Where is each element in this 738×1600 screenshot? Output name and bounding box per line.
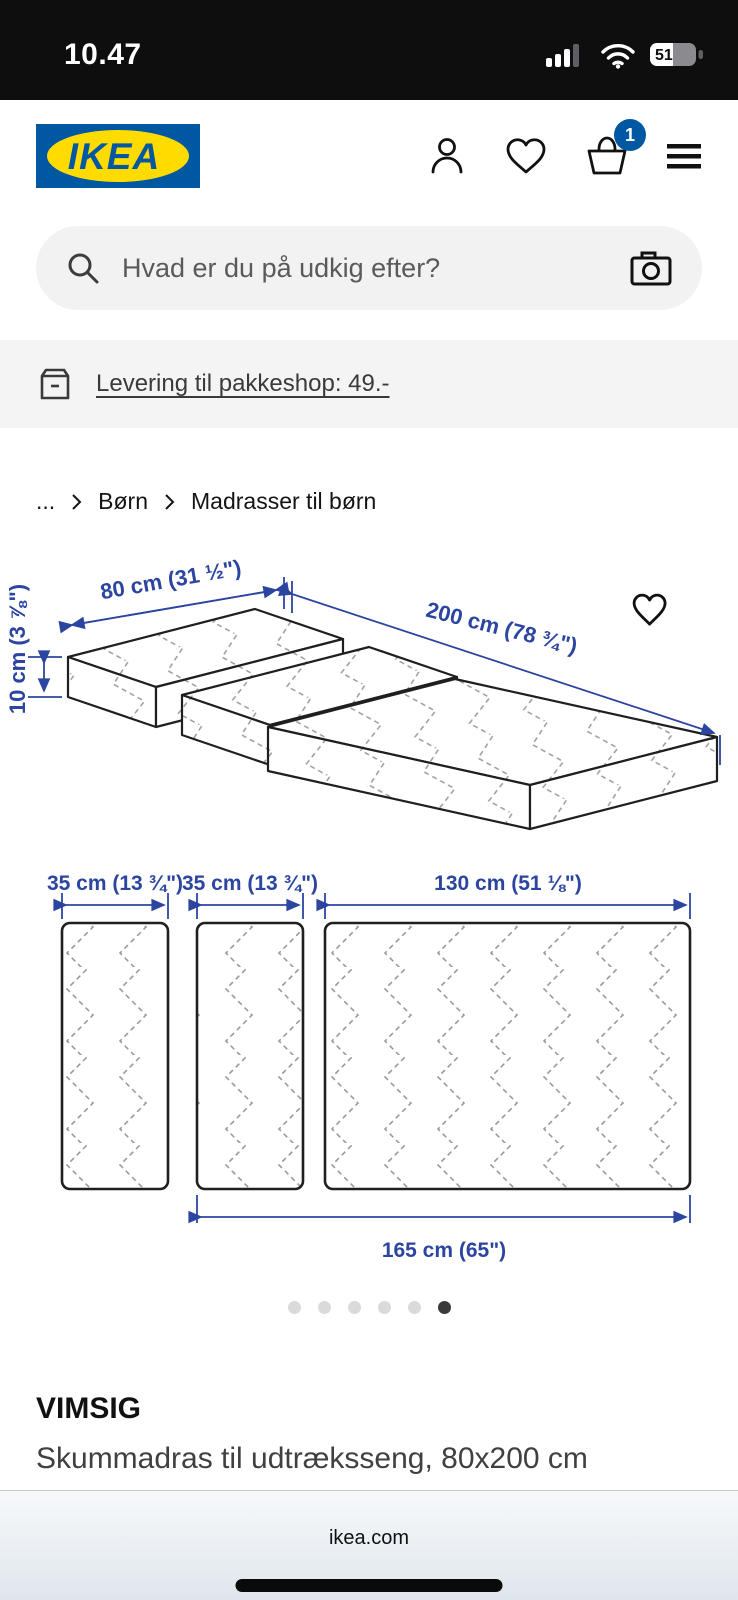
dim-label-extended: 165 cm (65") (381, 1239, 507, 1262)
wifi-icon (600, 41, 636, 69)
dim-label-segment-2: 35 cm (13 ¾") (181, 872, 319, 895)
cart-badge: 1 (614, 119, 646, 151)
carousel-dot-1[interactable] (288, 1301, 301, 1314)
carousel-dot-2[interactable] (318, 1301, 331, 1314)
safari-bottom-bar (0, 1490, 738, 1600)
dim-label-width-total: 80 cm (31 ½") (98, 554, 244, 605)
chevron-right-icon (71, 493, 82, 511)
product-name: VIMSIG (36, 1392, 142, 1425)
delivery-banner (0, 340, 738, 428)
menu-button[interactable] (666, 140, 702, 172)
isometric-mattress-drawing (5, 555, 720, 829)
heart-icon (504, 135, 548, 177)
person-icon (426, 135, 468, 177)
carousel-dot-5[interactable] (408, 1301, 421, 1314)
search-input[interactable] (36, 226, 702, 310)
delivery-link[interactable]: Levering til pakkeshop: 49.- (96, 370, 390, 397)
cart-button[interactable] (584, 124, 635, 177)
dim-label-segment-1: 35 cm (13 ¾") (46, 872, 184, 895)
chevron-right-icon (164, 493, 175, 511)
status-bar (0, 0, 738, 100)
product-description: Skummadras til udtræksseng, 80x200 cm (36, 1442, 588, 1475)
carousel-dot-3[interactable] (348, 1301, 361, 1314)
favorites-button[interactable] (504, 135, 548, 177)
search-icon (66, 251, 100, 285)
search-placeholder: Hvad er du på udkig efter? (122, 252, 441, 283)
logo-registered-mark: ® (183, 134, 193, 149)
logo-text: IKEA (67, 136, 161, 177)
ikea-logo[interactable] (36, 124, 200, 188)
carousel-dot-4[interactable] (378, 1301, 391, 1314)
camera-search-button[interactable] (630, 249, 672, 287)
battery-percent: 51 (655, 47, 673, 64)
flat-mattress-drawing (47, 872, 690, 1262)
breadcrumb-madrasser[interactable]: Madrasser til børn (191, 488, 377, 514)
account-button[interactable] (426, 135, 468, 177)
image-favorite-heart-icon[interactable] (634, 595, 665, 624)
breadcrumb-ellipsis[interactable]: ... (36, 488, 56, 514)
clock: 10.47 (64, 38, 142, 71)
dim-label-height: 10 cm (3 ⅞") (5, 583, 30, 715)
battery-icon (650, 42, 704, 68)
product-image-carousel[interactable] (0, 527, 738, 1275)
home-indicator[interactable] (236, 1579, 503, 1592)
hamburger-icon (666, 140, 702, 172)
dim-label-length-total: 200 cm (78 ¾") (423, 596, 580, 659)
carousel-dots (0, 1275, 738, 1314)
breadcrumb (0, 428, 738, 515)
site-header (0, 100, 738, 212)
dim-label-segment-3: 130 cm (51 ⅛") (434, 872, 582, 895)
parcel-icon (36, 365, 74, 403)
address-bar[interactable]: ikea.com (328, 1527, 410, 1549)
dimension-diagram (0, 527, 738, 1275)
cell-signal-icon (546, 41, 586, 69)
breadcrumb-born[interactable]: Børn (98, 488, 149, 514)
carousel-dot-6[interactable] (438, 1301, 451, 1314)
